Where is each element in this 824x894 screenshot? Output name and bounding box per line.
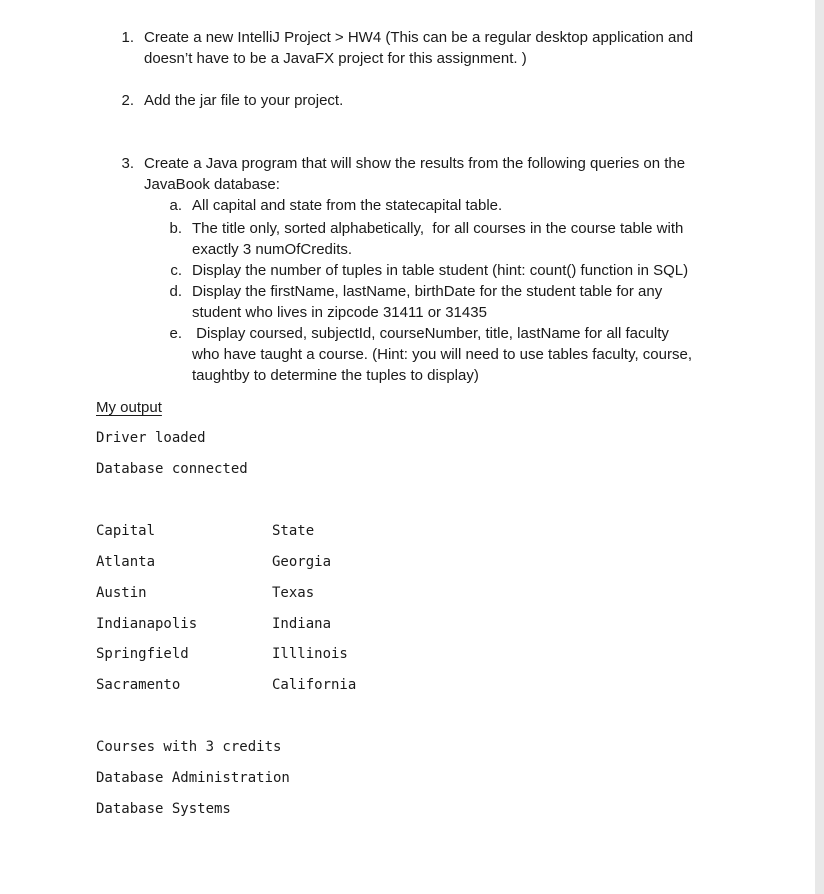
subitem-d-line-1: Display the firstName, lastName, birthDate for the student table for any — [192, 283, 663, 300]
status-line-driver: Driver loaded — [96, 430, 206, 446]
item-3-line-2: JavaBook database: — [144, 176, 280, 193]
item-2-number: 2. — [121, 92, 134, 109]
item-1-number: 1. — [121, 29, 134, 46]
course-item: Database Systems — [96, 801, 231, 817]
table-cell-state: Illlinois — [272, 646, 348, 662]
item-3-number: 3. — [121, 155, 134, 172]
subitem-c-letter: c. — [170, 262, 182, 279]
subitem-b-line-1: The title only, sorted alphabetically, for all courses in the course table with — [192, 220, 684, 237]
page-scroll-gutter — [815, 0, 824, 894]
table-cell-capital: Austin — [96, 585, 147, 601]
subitem-e-letter: e. — [169, 325, 182, 342]
table-cell-state: California — [272, 677, 357, 693]
item-2-line-1: Add the jar file to your project. — [144, 92, 344, 109]
table-cell-state: Georgia — [272, 554, 332, 570]
subitem-e-line-2: who have taught a course. (Hint: you will need to use tables faculty, course, — [192, 346, 692, 363]
table-header-capital: Capital — [96, 523, 156, 539]
table-cell-capital: Sacramento — [96, 677, 181, 693]
subitem-d-letter: d. — [169, 283, 182, 300]
subitem-b-line-2: exactly 3 numOfCredits. — [192, 241, 353, 258]
status-line-database: Database connected — [96, 461, 248, 477]
table-cell-capital: Indianapolis — [96, 616, 198, 632]
subitem-a-line-1: All capital and state from the statecapital table. — [192, 197, 503, 214]
subitem-e-line-1: Display coursed, subjectId, courseNumber, title, lastName for all faculty — [192, 325, 669, 342]
output-heading: My output — [96, 399, 162, 416]
table-cell-state: Texas — [272, 585, 315, 601]
subitem-b-letter: b. — [169, 220, 182, 237]
subitem-e-line-3: taughtby to determine the tuples to display) — [192, 367, 479, 384]
course-item: Database Administration — [96, 770, 290, 786]
subitem-d-line-2: student who lives in zipcode 31411 or 31435 — [192, 304, 487, 321]
table-cell-state: Indiana — [272, 616, 332, 632]
subitem-a-letter: a. — [169, 197, 182, 214]
courses-heading: Courses with 3 credits — [96, 739, 282, 755]
table-cell-capital: Springfield — [96, 646, 189, 662]
table-cell-capital: Atlanta — [96, 554, 156, 570]
subitem-c-line-1: Display the number of tuples in table student (hint: count() function in SQL) — [192, 262, 689, 279]
table-header-state: State — [272, 523, 315, 539]
item-1-line-2: doesn’t have to be a JavaFX project for this assignment. ) — [144, 50, 527, 67]
item-3-line-1: Create a Java program that will show the results from the following queries on the — [144, 155, 686, 172]
item-1-line-1: Create a new IntelliJ Project > HW4 (This can be a regular desktop application and — [144, 29, 694, 46]
